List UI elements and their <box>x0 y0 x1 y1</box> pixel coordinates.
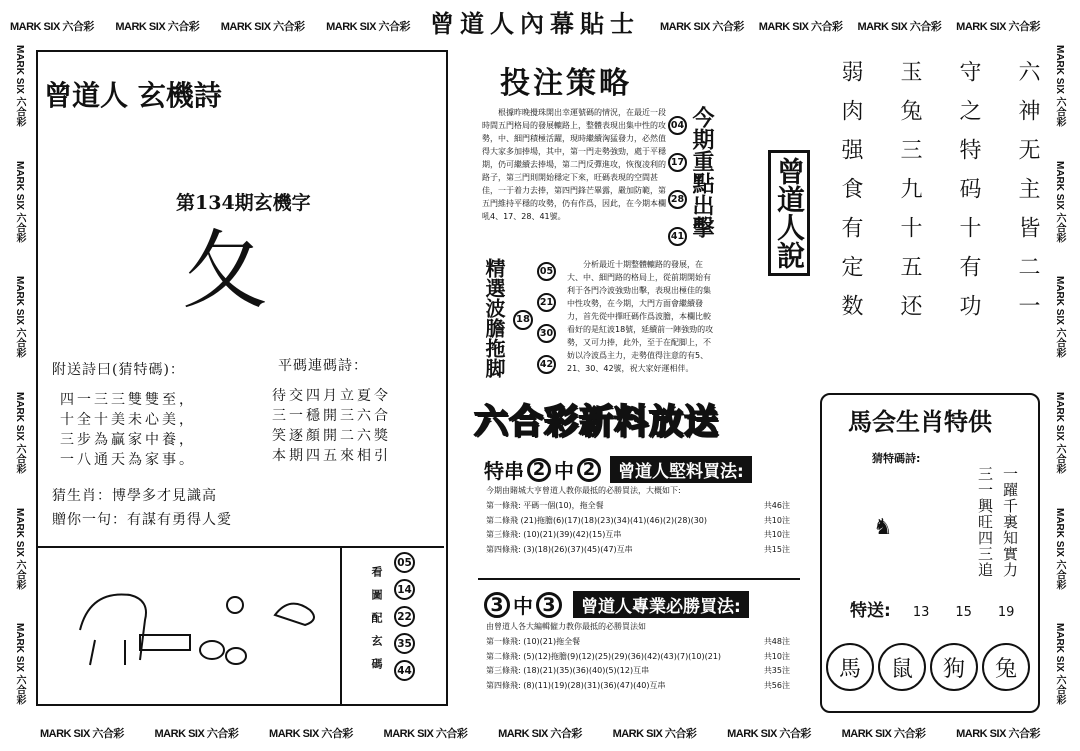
poem1-title: 附送詩曰(猜特碼)： <box>52 362 185 378</box>
frame-label: MARK SIX 六合彩 <box>14 507 25 590</box>
zodiac-poem-title: 猜特碼詩: <box>872 452 921 465</box>
plan2-n2: 3 <box>536 592 562 618</box>
picture-divider-vertical <box>340 546 342 704</box>
number-circle: 18 <box>513 310 533 330</box>
poem-column: 弱肉强食有定数 <box>838 60 863 333</box>
bet-row <box>486 499 790 514</box>
frame-label: MARK SIX 六合彩 <box>1054 276 1065 358</box>
bet-row <box>486 635 790 650</box>
bet-line: 第二條飛: (5)(12)拖膽(9)(12)(25)(29)(36)(42)(43)(7)(10)(21) <box>486 651 722 661</box>
plan1-title: 曾道人堅料買法: <box>610 456 752 483</box>
bet-line: 第四條飛: (3)(18)(26)(37)(45)(47)互串 <box>486 544 633 554</box>
frame-label: MARK SIX 六合彩 <box>1054 391 1065 474</box>
frame-label: MARK SIX 六合彩 <box>14 276 25 358</box>
number-circle: 28 <box>668 190 687 209</box>
bet-count: 共46注 <box>763 501 790 510</box>
special-number: 19 <box>997 605 1015 620</box>
special-number: 13 <box>912 605 930 620</box>
poem2-title: 平碼連碼詩： <box>278 358 368 374</box>
frame-label: MARK SIX 六合彩 <box>758 21 843 33</box>
bet-count: 共48注 <box>763 637 790 646</box>
bet-row <box>486 664 790 679</box>
number-circle: 44 <box>394 660 415 681</box>
frame-label: MARK SIX 六合彩 <box>154 728 239 740</box>
bet-line: 第三條飛: (10)(21)(39)(42)(15)互串 <box>486 530 622 539</box>
bet-row <box>486 679 790 694</box>
frame-label: MARK SIX 六合彩 <box>727 728 811 740</box>
special-number: 15 <box>955 605 972 620</box>
gift-sentence: 贈你一句：有謀有勇得人愛 <box>52 512 232 528</box>
issue-label: 第134期玄機字 <box>176 192 311 214</box>
number-circle: 22 <box>394 606 415 627</box>
frame-label: MARK SIX 六合彩 <box>269 728 353 740</box>
poem-line: 三步為贏家中養， <box>60 432 196 448</box>
focus-numbers <box>668 116 687 258</box>
frame-label: MARK SIX 六合彩 <box>498 728 582 740</box>
frame-label: MARK SIX 六合彩 <box>1054 45 1065 127</box>
poem-column: 守之特码十有功 <box>956 60 981 333</box>
strategy-text-1: 根據昨晚攪珠開出幸運號碼的情況，在最近一段時間五門格局的發展轆路上，整體表現出集中性的攻勢，中、細門積極活躍，現時繼續洶猛發力，必然值得大家多加捧場，其中，第一門走勢強勁，處于平穩期，仍可繼續去捧場，第二門反彈進攻，恢復凌利的路子，第三門則開始穩定下來，旺碼表現的空間甚佳，一于着力去捧，第四門鋒芒畢露，嚴加防範，第五門維持平穩的攻勢，仍有作爲，因此，在今期本欄吼4、17、28、41號。 <box>482 108 666 221</box>
bet-row <box>486 543 790 558</box>
banner-title: 六合彩新料放送 <box>474 402 719 442</box>
frame-label: MARK SIX 六合彩 <box>660 21 744 33</box>
mystery-character: 夂 <box>182 221 268 321</box>
frame-label: MARK SIX 六合彩 <box>956 21 1040 33</box>
left-frame-band <box>12 45 27 705</box>
frame-label: MARK SIX 六合彩 <box>14 45 25 127</box>
poem-column: 玉兔三九十五还 <box>897 60 922 333</box>
poem-column: 一躍千裏知實力 <box>1001 466 1019 578</box>
bet-row <box>486 514 790 529</box>
frame-label: MARK SIX 六合彩 <box>10 21 94 33</box>
frame-label: MARK SIX 六合彩 <box>115 21 200 33</box>
poem-line: 四一三三雙雙至， <box>60 392 196 408</box>
poem-line: 待交四月立夏令 <box>272 388 391 404</box>
poem-line: 一八通天為家事。 <box>60 452 196 468</box>
special-label: 特送: <box>850 601 891 621</box>
bet-row <box>486 528 790 543</box>
select-title: 精選波膽拖脚 <box>482 258 506 378</box>
frame-label: MARK SIX 六合彩 <box>1054 623 1065 705</box>
bet-line: 第一條飛: (10)(21)拖全餐 <box>486 637 581 646</box>
frame-label: MARK SIX 六合彩 <box>612 728 697 740</box>
bet-count: 共10注 <box>763 651 790 661</box>
plan1-mid: 中 <box>554 459 574 483</box>
plan1-prefix: 特串 <box>484 459 524 483</box>
zodiac-title: 馬会生肖特供 <box>848 408 992 436</box>
picture-divider <box>38 546 444 548</box>
bet-line: 第三條飛: (18)(21)(35)(36)(40)(5)(12)互串 <box>486 666 650 675</box>
frame-label: MARK SIX 六合彩 <box>1054 160 1065 243</box>
plan2-n1: 3 <box>484 592 510 618</box>
plan1-heading <box>484 455 752 484</box>
bet-count: 共56注 <box>763 680 790 690</box>
poem-line: 笑逐顏開二六獎 <box>272 428 391 444</box>
frame-label: MARK SIX 六合彩 <box>1054 507 1065 590</box>
frame-label: MARK SIX 六合彩 <box>14 623 25 705</box>
poem2 <box>272 386 391 466</box>
plan2-title: 曾道人專業必勝買法: <box>573 591 749 618</box>
number-circle: 21 <box>537 293 556 312</box>
top-frame-band-left <box>10 18 410 34</box>
plan1-n2: 2 <box>577 458 601 482</box>
poem-column: 三一興旺四三追 <box>976 466 994 578</box>
frame-label: MARK SIX 六合彩 <box>220 21 305 33</box>
number-circle: 35 <box>394 633 415 654</box>
frame-label: MARK SIX 六合彩 <box>14 160 25 243</box>
number-circle: 30 <box>537 324 556 343</box>
plan1-n1: 2 <box>527 458 551 482</box>
says-title: 曾道人說 <box>768 150 810 276</box>
plan1-intro: 今期由賭城大亨曾道人教你最抵的必勝買法，大概如下: <box>486 486 681 495</box>
frame-label: MARK SIX 六合彩 <box>14 391 25 474</box>
plan2-table <box>486 620 790 693</box>
dog-chicken-illustration <box>70 570 340 680</box>
plan2-intro: 由曾道人各大編輯僱力教你最抵的必勝買法如 <box>486 622 646 631</box>
zodiac-animal: 兔 <box>982 643 1030 691</box>
number-circle: 05 <box>394 552 415 573</box>
zodiac-guess: 猜生肖：博學多才見識高 <box>52 488 217 504</box>
poem-line: 本期四五來相引 <box>272 448 391 464</box>
bet-count: 共10注 <box>763 530 790 539</box>
frame-label: MARK SIX 六合彩 <box>326 21 410 33</box>
frame-label: MARK SIX 六合彩 <box>40 728 124 740</box>
select-numbers <box>537 262 556 374</box>
number-circle: 42 <box>537 355 556 374</box>
zodiac-animal: 鼠 <box>878 643 926 691</box>
left-title: 曾道人 玄機詩 <box>44 79 222 112</box>
poem-line: 三一穩開三六合 <box>272 408 391 424</box>
poem-column: 六神无主皆二一 <box>1015 60 1040 333</box>
select-center-number <box>513 307 533 330</box>
frame-label: MARK SIX 六合彩 <box>383 728 468 740</box>
bet-row <box>486 650 790 665</box>
bottom-frame-band <box>40 725 1040 741</box>
top-frame-band-right <box>660 18 1040 34</box>
number-circle: 14 <box>394 579 415 600</box>
number-circle: 17 <box>668 153 687 172</box>
plan2-heading <box>484 590 749 619</box>
bet-count: 共10注 <box>763 515 790 525</box>
plan2-mid: 中 <box>513 594 533 618</box>
zodiac-animals <box>826 643 1030 691</box>
special-row <box>850 596 1014 621</box>
section-divider <box>478 578 800 580</box>
poem-line: 十全十美未心美， <box>60 412 196 428</box>
header-title: 曾道人內幕貼士 <box>430 9 640 38</box>
strategy-text-2: 分析最近十期整體轆路的發展，在大、中、細門路的格局上，從前期開始有利于各門冷波強勁出擊，表現出極佳的集中性攻勢，在今期，大門方面會繼續發力，首先從中擇旺碼作爲波膽，本欄比較看好的是紅波18號，延續前一陣強勁的攻勢，又可力捧，此外，至于在配脚上，不妨以冷波爲主力，走勢值得注意的有5、21、30、42號，祝大家好運相伴。 <box>567 260 714 373</box>
number-circle: 05 <box>537 262 556 281</box>
frame-label: MARK SIX 六合彩 <box>841 728 926 740</box>
zodiac-animal: 馬 <box>826 643 874 691</box>
bet-line: 第二條飛 (21)拖膽(6)(17)(18)(23)(34)(41)(46)(2)(28)(30) <box>486 515 708 525</box>
plan1-table <box>486 484 790 557</box>
number-circle: 04 <box>668 116 687 135</box>
right-frame-band <box>1052 45 1067 705</box>
picture-numbers <box>394 552 415 681</box>
number-circle: 41 <box>668 227 687 246</box>
frame-label: MARK SIX 六合彩 <box>956 728 1040 740</box>
bet-line: 第一條飛: 平碼一個(10)，拖全餐 <box>486 501 604 510</box>
grid-poem <box>835 60 1043 333</box>
bet-count: 共35注 <box>763 666 790 675</box>
bet-line: 第四條飛: (8)(11)(19)(28)(31)(36)(47)(40)互串 <box>486 680 666 690</box>
bet-count: 共15注 <box>763 544 790 554</box>
horse-icon: ♞ <box>873 515 893 540</box>
frame-label: MARK SIX 六合彩 <box>857 21 942 33</box>
focus-title: 今期重點出擊 <box>689 106 715 238</box>
picture-label: 看圖配玄碼 <box>370 566 383 681</box>
zodiac-animal: 狗 <box>930 643 978 691</box>
strategy-title: 投注策略 <box>500 66 632 101</box>
poem1 <box>60 390 196 470</box>
zodiac-poem <box>975 466 1021 578</box>
